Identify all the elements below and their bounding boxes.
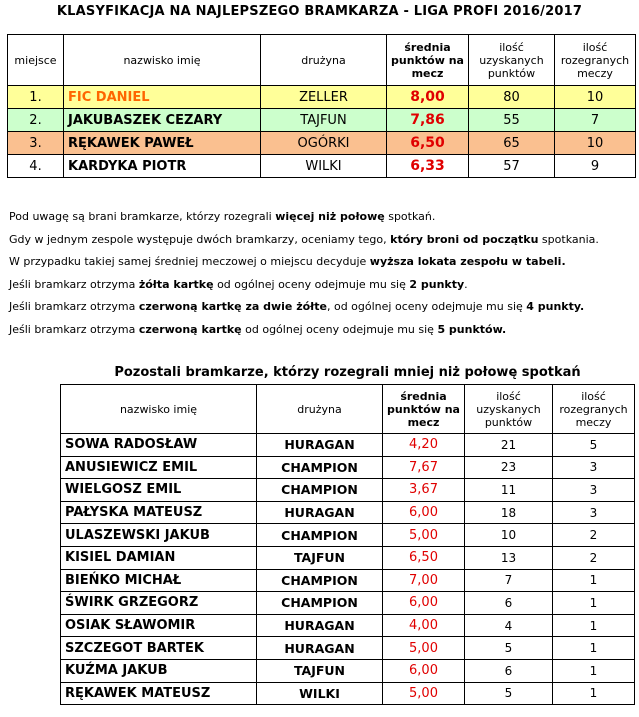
- ranking-row: [8, 109, 636, 132]
- team-cell: TAJFUN: [257, 659, 383, 682]
- player-name-cell: BIEŃKO MICHAŁ: [61, 569, 257, 592]
- rule-note-text: Jeśli bramkarz otrzyma: [9, 300, 139, 314]
- rule-note-text: .: [464, 277, 468, 291]
- rule-note-emphasis: żółta kartkę: [138, 277, 214, 291]
- average-cell: 6,00: [383, 659, 465, 682]
- ranking-row: [8, 132, 636, 155]
- matches-cell: 5: [553, 434, 635, 457]
- team-cell: CHAMPION: [257, 479, 383, 502]
- rule-note-emphasis: 2 punkty: [409, 277, 465, 291]
- player-name-cell: JAKUBASZEK CEZARY: [64, 109, 261, 132]
- rule-note-text: Gdy w jednym zespole występuje dwóch bramkarzy, oceniamy tego,: [9, 232, 391, 246]
- goalkeeper-row: [61, 546, 635, 569]
- points-cell: 80: [469, 86, 555, 109]
- place-cell: 1.: [8, 86, 64, 109]
- average-cell: 7,86: [387, 109, 469, 132]
- matches-cell: 2: [553, 546, 635, 569]
- team-cell: HURAGAN: [257, 434, 383, 457]
- points-cell: 6: [465, 592, 553, 615]
- points-cell: 55: [469, 109, 555, 132]
- ranking-row: [8, 86, 636, 109]
- average-cell: 3,67: [383, 479, 465, 502]
- points-cell: 4: [465, 614, 553, 637]
- header-team: drużyna: [261, 35, 387, 86]
- average-cell: 6,33: [387, 155, 469, 178]
- matches-cell: 2: [553, 524, 635, 547]
- team-cell: TAJFUN: [261, 109, 387, 132]
- goalkeeper-row: [61, 434, 635, 457]
- team-cell: WILKI: [257, 682, 383, 705]
- player-name-cell: FIC DANIEL: [64, 86, 261, 109]
- team-cell: ZELLER: [261, 86, 387, 109]
- player-name-cell: ANUSIEWICZ EMIL: [61, 456, 257, 479]
- player-name-cell: KUŹMA JAKUB: [61, 659, 257, 682]
- average-cell: 4,20: [383, 434, 465, 457]
- other-goalkeepers-table: [60, 384, 635, 705]
- player-name-cell: WIELGOSZ EMIL: [61, 479, 257, 502]
- points-cell: 5: [465, 682, 553, 705]
- team-cell: OGÓRKI: [261, 132, 387, 155]
- ranking-header-row: [8, 35, 636, 86]
- average-cell: 7,00: [383, 569, 465, 592]
- goalkeeper-row: [61, 524, 635, 547]
- header-name: nazwisko imię: [64, 35, 261, 86]
- rule-note-text: od ogólnej oceny odejmuje mu się: [241, 322, 438, 336]
- header-team: drużyna: [257, 385, 383, 434]
- header-average: średnia punktów na mecz: [383, 385, 465, 434]
- ranking-table: [7, 34, 636, 178]
- player-name-cell: PAŁYSKA MATEUSZ: [61, 501, 257, 524]
- goalkeeper-row: [61, 592, 635, 615]
- matches-cell: 1: [553, 682, 635, 705]
- player-name-cell: OSIAK SŁAWOMIR: [61, 614, 257, 637]
- rule-note-text: Jeśli bramkarz otrzyma: [9, 322, 139, 336]
- rule-note-text: , od ogólnej oceny odejmuje mu się: [326, 300, 527, 314]
- rule-note: [9, 274, 599, 297]
- player-name-cell: SZCZEGOT BARTEK: [61, 637, 257, 660]
- header-average: średnia punktów na mecz: [387, 35, 469, 86]
- page-title: KLASYFIKACJA NA NAJLEPSZEGO BRAMKARZA - LIGA PROFI 2016/2017: [56, 4, 583, 19]
- points-cell: 23: [465, 456, 553, 479]
- place-cell: 4.: [8, 155, 64, 178]
- matches-cell: 1: [553, 614, 635, 637]
- average-cell: 6,50: [383, 546, 465, 569]
- points-cell: 5: [465, 637, 553, 660]
- matches-cell: 1: [553, 637, 635, 660]
- team-cell: CHAMPION: [257, 592, 383, 615]
- goalkeeper-row: [61, 501, 635, 524]
- bottom-section-title: Pozostali bramkarze, którzy rozegrali mniej niż połowę spotkań: [114, 365, 581, 380]
- goalkeeper-row: [61, 614, 635, 637]
- rule-note-text: od ogólnej oceny odejmuje mu się: [213, 277, 410, 291]
- rule-note-emphasis: 5 punktów.: [437, 322, 507, 336]
- average-cell: 6,00: [383, 592, 465, 615]
- rule-note-text: spotkania.: [538, 232, 599, 246]
- team-cell: HURAGAN: [257, 501, 383, 524]
- other-header-row: [61, 385, 635, 434]
- team-cell: WILKI: [261, 155, 387, 178]
- team-cell: CHAMPION: [257, 569, 383, 592]
- rule-note-emphasis: więcej niż połowę: [275, 210, 385, 223]
- average-cell: 6,00: [383, 501, 465, 524]
- matches-cell: 3: [553, 501, 635, 524]
- header-place: miejsce: [8, 35, 64, 86]
- rule-note: [9, 206, 599, 229]
- rule-note-emphasis: który broni od początku: [390, 232, 539, 246]
- player-name-cell: KARDYKA PIOTR: [64, 155, 261, 178]
- matches-cell: 3: [553, 456, 635, 479]
- rule-note-emphasis: czerwoną kartkę za dwie żółte: [138, 300, 327, 314]
- points-cell: 57: [469, 155, 555, 178]
- matches-cell: 10: [555, 132, 636, 155]
- place-cell: 2.: [8, 109, 64, 132]
- player-name-cell: ULASZEWSKI JAKUB: [61, 524, 257, 547]
- player-name-cell: SOWA RADOSŁAW: [61, 434, 257, 457]
- matches-cell: 10: [555, 86, 636, 109]
- header-name: nazwisko imię: [61, 385, 257, 434]
- goalkeeper-row: [61, 659, 635, 682]
- rule-note-emphasis: czerwoną kartkę: [138, 322, 242, 336]
- rule-note-emphasis: 4 punkty.: [526, 300, 585, 314]
- matches-cell: 9: [555, 155, 636, 178]
- rule-note-emphasis: wyższa lokata zespołu w tabeli.: [369, 255, 566, 269]
- points-cell: 21: [465, 434, 553, 457]
- team-cell: HURAGAN: [257, 637, 383, 660]
- average-cell: 5,00: [383, 524, 465, 547]
- points-cell: 7: [465, 569, 553, 592]
- average-cell: 4,00: [383, 614, 465, 637]
- team-cell: CHAMPION: [257, 456, 383, 479]
- rule-note-text: Jeśli bramkarz otrzyma: [9, 277, 139, 291]
- team-cell: CHAMPION: [257, 524, 383, 547]
- team-cell: HURAGAN: [257, 614, 383, 637]
- rules-notes: [9, 206, 599, 342]
- header-matches: ilość rozegranych meczy: [553, 385, 635, 434]
- goalkeeper-row: [61, 637, 635, 660]
- rule-note-text: Pod uwagę są brani bramkarze, którzy rozegrali: [9, 210, 276, 223]
- player-name-cell: ŚWIRK GRZEGORZ: [61, 592, 257, 615]
- matches-cell: 7: [555, 109, 636, 132]
- matches-cell: 1: [553, 569, 635, 592]
- rule-note: [9, 319, 599, 342]
- matches-cell: 3: [553, 479, 635, 502]
- points-cell: 11: [465, 479, 553, 502]
- rule-note: [9, 229, 599, 252]
- average-cell: 5,00: [383, 682, 465, 705]
- rule-note-text: spotkań.: [384, 210, 436, 223]
- average-cell: 5,00: [383, 637, 465, 660]
- matches-cell: 1: [553, 659, 635, 682]
- average-cell: 6,50: [387, 132, 469, 155]
- points-cell: 13: [465, 546, 553, 569]
- rule-note-text: W przypadku takiej samej średniej meczowej o miejscu decyduje: [9, 255, 370, 269]
- place-cell: 3.: [8, 132, 64, 155]
- header-points: ilość uzyskanych punktów: [469, 35, 555, 86]
- points-cell: 6: [465, 659, 553, 682]
- goalkeeper-row: [61, 682, 635, 705]
- matches-cell: 1: [553, 592, 635, 615]
- player-name-cell: RĘKAWEK MATEUSZ: [61, 682, 257, 705]
- player-name-cell: RĘKAWEK PAWEŁ: [64, 132, 261, 155]
- goalkeeper-row: [61, 479, 635, 502]
- points-cell: 65: [469, 132, 555, 155]
- team-cell: TAJFUN: [257, 546, 383, 569]
- goalkeeper-row: [61, 569, 635, 592]
- header-matches: ilość rozegranych meczy: [555, 35, 636, 86]
- rule-note: [9, 251, 599, 274]
- ranking-row: [8, 155, 636, 178]
- average-cell: 8,00: [387, 86, 469, 109]
- points-cell: 10: [465, 524, 553, 547]
- goalkeeper-row: [61, 456, 635, 479]
- header-points: ilość uzyskanych punktów: [465, 385, 553, 434]
- rule-note: [9, 296, 599, 319]
- player-name-cell: KISIEL DAMIAN: [61, 546, 257, 569]
- points-cell: 18: [465, 501, 553, 524]
- average-cell: 7,67: [383, 456, 465, 479]
